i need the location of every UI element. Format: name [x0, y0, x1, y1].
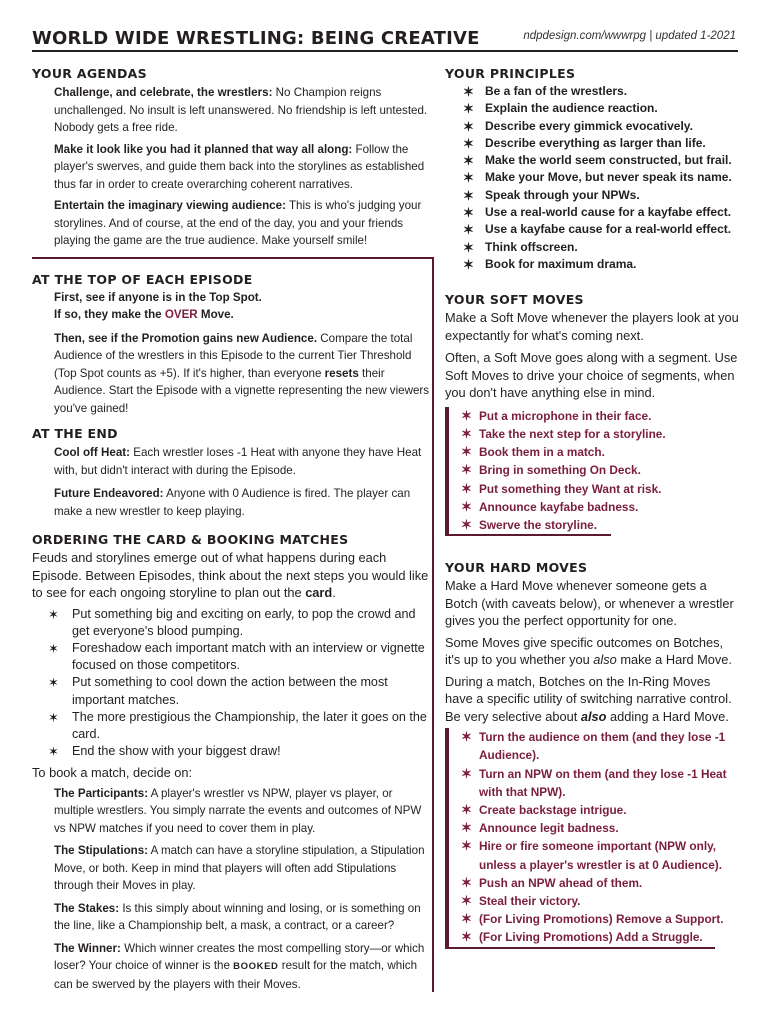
- list-item: ✶ Be a fan of the wrestlers.: [463, 84, 628, 99]
- list-item: ✶ Turn the audience on them (and they lose -1 Audience).: [461, 729, 726, 763]
- list-item: ✶ Make your Move, but never speak its name.: [463, 170, 732, 186]
- list-item: ✶ Think offscreen.: [463, 239, 578, 255]
- list-item: ✶ Put a microphone in their face.: [459, 407, 741, 425]
- list-item: ✶ End the show with your biggest draw!: [48, 744, 281, 760]
- list-item: ✶ Book for maximum drama.: [463, 256, 637, 272]
- list-item: ✶ Steal their victory.: [459, 892, 741, 910]
- star-bullet-icon: ✶: [48, 744, 59, 760]
- star-bullet-icon: ✶: [463, 118, 474, 134]
- star-bullet-icon: ✶: [461, 480, 472, 496]
- star-bullet-icon: ✶: [461, 462, 472, 478]
- list-item: ✶ Announce kayfabe badness.: [459, 498, 741, 516]
- agenda-item: Make it look like you had it planned that way all along: Follow the player's swerves, and guide them back into the storylines as established thus far in order to create overarching coherent narratives.: [54, 142, 425, 191]
- page-meta: ndpdesign.com/wwwrpg | updated 1-2021: [523, 30, 736, 42]
- star-bullet-icon: ✶: [461, 911, 472, 927]
- principles-section: [445, 66, 741, 273]
- star-bullet-icon: ✶: [461, 407, 472, 423]
- ordering-heading: ORDERING THE CARD & BOOKING MATCHES: [32, 532, 349, 547]
- hard-moves-section: [445, 560, 741, 948]
- hard-moves-box: [445, 728, 741, 948]
- principles-list: [445, 83, 741, 273]
- star-bullet-icon: ✶: [463, 153, 474, 169]
- star-bullet-icon: ✶: [461, 820, 472, 836]
- soft-moves-para: Make a Soft Move whenever the players look at you expectantly for what's coming next.: [445, 310, 739, 343]
- soft-moves-para: Often, a Soft Move goes along with a segment. Use Soft Moves to drive your choice of segments, when you don't have anything else in mind.: [445, 350, 738, 401]
- over-move-line: If so, they make the OVER Move.: [54, 308, 234, 321]
- booking-item: The Stakes: Is this simply about winning and losing, or is something on the line, like a Championship belt, a mask, a contract, or a career?: [54, 901, 421, 933]
- star-bullet-icon: ✶: [463, 135, 474, 151]
- new-audience-para: Then, see if the Promotion gains new Audience. Compare the total Audience of the wrestlers in this Episode to the current Tier Threshold (Top Spot counts as +5). If it's higher, than everyone resets their Audience. Start the Episode with a vignette representing the new viewers you've gained!: [54, 331, 430, 415]
- star-bullet-icon: ✶: [48, 709, 59, 725]
- agenda-item: Challenge, and celebrate, the wrestlers: No Champion reigns unchallenged. No insult is left unanswered. No friendship is left untested. Nobody gets a free ride.: [54, 86, 428, 134]
- star-bullet-icon: ✶: [461, 802, 472, 817]
- list-item: ✶ Hire or fire someone important (NPW only, unless a player's wrestler is at 0 Audience).: [461, 838, 722, 872]
- booked-keyword: BOOKED: [233, 961, 279, 973]
- ordering-intro: Feuds and storylines emerge out of what happens during each Episode. Between Episodes, think about the next steps you would like to see for each ongoing storyline to plan out the card.: [32, 550, 429, 600]
- star-bullet-icon: ✶: [463, 222, 474, 238]
- hard-moves-para: Some Moves give specific outcomes on Botches, it's up to you whether you also make a Hard Move.: [445, 634, 732, 668]
- list-item: ✶ (For Living Promotions) Remove a Support.: [459, 910, 741, 928]
- agenda-item: Entertain the imaginary viewing audience: This is who's judging your storylines. And of course, at the end of the day, you and your friends playing the game are the true audience. Make yourself smile!: [54, 199, 422, 247]
- end-item: Cool off Heat: Each wrestler loses -1 Heat with anyone they have Heat with, but didn't interact with during the Episode.: [54, 446, 422, 477]
- star-bullet-icon: ✶: [461, 444, 472, 460]
- star-bullet-icon: ✶: [461, 929, 472, 945]
- star-bullet-icon: ✶: [48, 606, 59, 622]
- star-bullet-icon: ✶: [461, 516, 472, 532]
- list-item: ✶ Take the next step for a storyline.: [459, 425, 741, 443]
- soft-moves-box: [445, 407, 741, 536]
- ordering-section: [32, 532, 434, 993]
- list-item: ✶ Announce legit badness.: [459, 819, 741, 837]
- list-item: ✶ Swerve the storyline.: [459, 516, 741, 534]
- list-item: ✶ The more prestigious the Championship, the later it goes on the card.: [48, 709, 427, 741]
- star-bullet-icon: ✶: [463, 239, 474, 255]
- star-bullet-icon: ✶: [461, 874, 472, 890]
- star-bullet-icon: ✶: [463, 187, 474, 203]
- hard-moves-para: Make a Hard Move whenever someone gets a Botch (with caveats below), or whenever a wrestler gives you the perfect opportunity for one.: [445, 578, 734, 629]
- soft-moves-underline: [445, 534, 611, 536]
- hard-moves-heading: YOUR HARD MOVES: [445, 560, 588, 576]
- over-move-keyword: OVER: [164, 308, 198, 321]
- list-item: ✶ Put something big and exciting on early, to pop the crowd and get everyone's blood pumping.: [48, 606, 416, 638]
- agendas-section: [32, 66, 434, 250]
- list-item: ✶ Put something to cool down the action between the most important matches.: [48, 675, 388, 707]
- star-bullet-icon: ✶: [461, 729, 472, 745]
- star-bullet-icon: ✶: [461, 838, 472, 854]
- top-spot-line: First, see if anyone is in the Top Spot.: [54, 290, 262, 304]
- soft-moves-section: [445, 292, 741, 536]
- left-column: [32, 66, 434, 993]
- ordering-bullets: [32, 606, 434, 761]
- star-bullet-icon: ✶: [461, 425, 472, 441]
- list-item: ✶ Use a kayfabe cause for a real-world effect.: [463, 222, 732, 238]
- hard-moves-underline: [445, 947, 715, 949]
- hard-moves-para: During a match, Botches on the In-Ring Moves have a specific utility of switching narrative control. Be very selective about also adding a Hard Move.: [445, 673, 732, 724]
- list-item: ✶ Describe every gimmick evocatively.: [463, 118, 693, 134]
- star-bullet-icon: ✶: [463, 84, 474, 99]
- agendas-heading: YOUR AGENDAS: [32, 66, 147, 81]
- title-divider: [32, 50, 738, 52]
- list-item: ✶ Create backstage intrigue.: [459, 801, 741, 819]
- at-the-end-section: [32, 426, 434, 520]
- star-bullet-icon: ✶: [463, 256, 474, 272]
- star-bullet-icon: ✶: [463, 170, 474, 186]
- star-bullet-icon: ✶: [48, 640, 59, 656]
- star-bullet-icon: ✶: [461, 893, 472, 909]
- star-bullet-icon: ✶: [463, 101, 474, 117]
- list-item: ✶ Explain the audience reaction.: [463, 101, 658, 117]
- star-bullet-icon: ✶: [461, 765, 472, 781]
- booking-item: The Participants: A player's wrestler vs NPW, player vs player, or multiple wrestlers. You simply narrate the events and outcomes of NPW vs NPW matches if you need to cover them in play.: [54, 786, 422, 835]
- booking-item: The Stipulations: A match can have a storyline stipulation, a Stipulation Move, or both. Keep in mind that players will often add Stipulations through their Moves in play.: [54, 844, 425, 893]
- list-item: ✶ Make the world seem constructed, but frail.: [463, 153, 732, 169]
- list-item: ✶ Describe everything as larger than life.: [463, 135, 706, 151]
- right-column: [445, 66, 741, 949]
- star-bullet-icon: ✶: [461, 498, 472, 514]
- list-item: ✶ Turn an NPW on them (and they lose -1 Heat with that NPW).: [461, 765, 727, 799]
- star-bullet-icon: ✶: [48, 675, 59, 691]
- list-item: ✶ Speak through your NPWs.: [463, 187, 640, 203]
- principles-heading: YOUR PRINCIPLES: [445, 66, 576, 81]
- page-title: WORLD WIDE WRESTLING: BEING CREATIVE: [32, 28, 480, 49]
- soft-moves-heading: YOUR SOFT MOVES: [445, 292, 584, 308]
- top-of-episode-section: [32, 272, 434, 418]
- booking-intro: To book a match, decide on:: [32, 765, 193, 781]
- end-item: Future Endeavored: Anyone with 0 Audience is fired. The player can make a new wrestler to keep playing.: [54, 487, 411, 518]
- top-of-episode-heading: AT THE TOP OF EACH EPISODE: [32, 271, 253, 287]
- list-item: ✶ Use a real-world cause for a kayfabe effect.: [463, 205, 732, 221]
- list-item: ✶ Foreshadow each important match with an interview or vignette focused on those competitors.: [48, 640, 425, 673]
- booking-item: The Winner: Which winner creates the most compelling story—or which loser? Your choice of winner is the BOOKED result for the match, which can be swerved by the players with their Moves.: [54, 941, 425, 991]
- list-item: ✶ Push an NPW ahead of them.: [459, 874, 741, 892]
- list-item: ✶ Bring in something On Deck.: [459, 461, 741, 479]
- at-the-end-heading: AT THE END: [32, 426, 118, 441]
- list-item: ✶ (For Living Promotions) Add a Struggle.: [459, 928, 741, 946]
- list-item: ✶ Book them in a match.: [459, 443, 741, 461]
- star-bullet-icon: ✶: [463, 205, 474, 221]
- list-item: ✶ Put something they Want at risk.: [459, 480, 741, 498]
